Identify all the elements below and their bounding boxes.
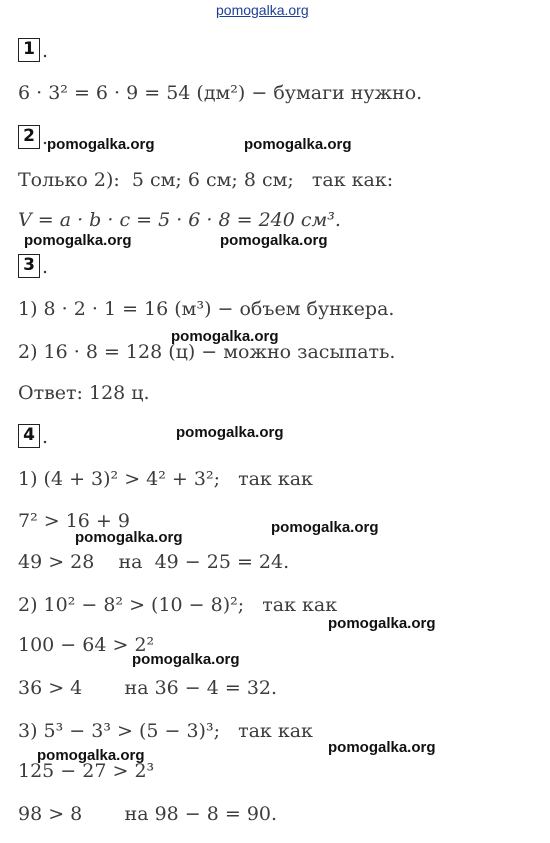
task-number-3: 3 — [18, 254, 40, 278]
watermark-top[interactable]: pomogalka.org — [216, 2, 309, 18]
task3-line-2: 2) 16 · 8 = 128 (ц) − можно засыпать. — [18, 341, 396, 363]
watermark: pomogalka.org — [24, 232, 132, 249]
watermark: pomogalka.org — [271, 519, 379, 536]
watermark: pomogalka.org — [37, 747, 145, 764]
watermark: pomogalka.org — [47, 136, 155, 153]
task-number-2: 2 — [18, 125, 40, 149]
task4-line-4: 2) 10² − 8² > (10 − 8)²; так как — [18, 594, 338, 616]
watermark: pomogalka.org — [244, 136, 352, 153]
task-number-dot: . — [42, 127, 49, 149]
watermark: pomogalka.org — [328, 739, 436, 756]
task4-line-5: 100 − 64 > 2² — [18, 634, 155, 656]
task-number-dot: . — [42, 426, 49, 448]
watermark: pomogalka.org — [176, 424, 284, 441]
watermark: pomogalka.org — [132, 651, 240, 668]
watermark: pomogalka.org — [328, 615, 436, 632]
task4-line-3: 49 > 28 на 49 − 25 = 24. — [18, 551, 290, 573]
watermark: pomogalka.org — [171, 328, 279, 345]
task4-line-9: 98 > 8 на 98 − 8 = 90. — [18, 803, 278, 825]
task4-line-6: 36 > 4 на 36 − 4 = 32. — [18, 677, 278, 699]
task4-line-7: 3) 5³ − 3³ > (5 − 3)³; так как — [18, 720, 313, 742]
task-number-dot: . — [42, 256, 49, 278]
watermark: pomogalka.org — [75, 529, 183, 546]
task-number-1: 1 — [18, 38, 40, 62]
task1-line-1: 6 · 3² = 6 · 9 = 54 (дм²) − бумаги нужно. — [18, 82, 423, 104]
task4-line-1: 1) (4 + 3)² > 4² + 3²; так как — [18, 468, 313, 490]
task3-line-1: 1) 8 · 2 · 1 = 16 (м³) − объем бункера. — [18, 298, 395, 320]
task-number-4: 4 — [18, 424, 40, 448]
task4-line-8: 125 − 27 > 2³ — [18, 760, 155, 782]
task-number-dot: . — [42, 40, 49, 62]
task3-line-3: Ответ: 128 ц. — [18, 382, 150, 404]
watermark: pomogalka.org — [220, 232, 328, 249]
task4-line-2: 7² > 16 + 9 — [18, 510, 130, 532]
task2-line-2: V = a · b · c = 5 · 6 · 8 = 240 см³. — [18, 209, 341, 231]
task2-line-1: Только 2): 5 см; 6 см; 8 см; так как: — [18, 169, 394, 191]
